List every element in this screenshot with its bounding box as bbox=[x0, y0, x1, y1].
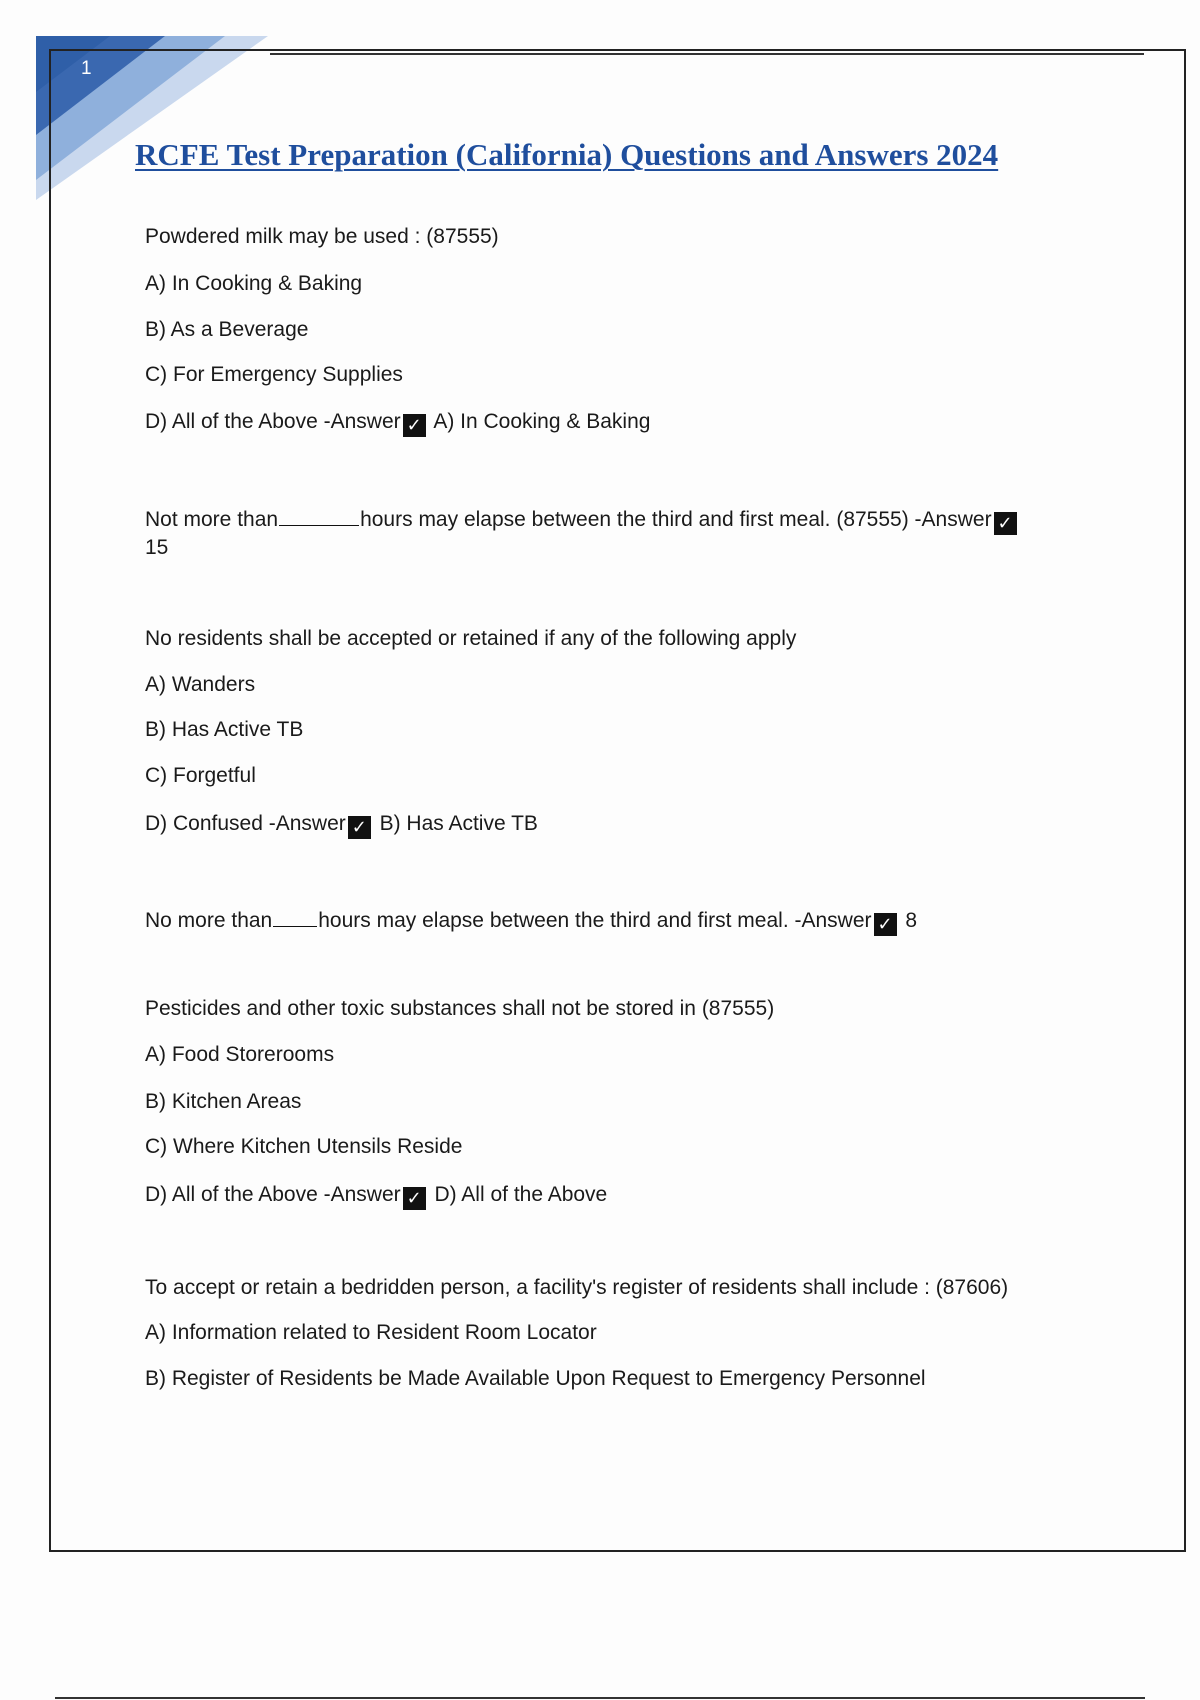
q5-option-c: C) Where Kitchen Utensils Reside bbox=[145, 1135, 463, 1158]
header-rule bbox=[270, 53, 1144, 55]
q5-option-d bbox=[145, 1181, 607, 1210]
q4-text-after: hours may elapse between the third and first meal. -Answer bbox=[318, 909, 872, 932]
question-2 bbox=[145, 503, 1020, 535]
footer-rule bbox=[55, 1697, 1145, 1699]
question-4 bbox=[145, 904, 917, 936]
fill-in-blank bbox=[273, 904, 317, 927]
q1-option-d bbox=[145, 408, 650, 437]
q1-option-a: A) In Cooking & Baking bbox=[145, 272, 363, 295]
q2-text-after: hours may elapse between the third and first meal. (87555) -Answer bbox=[360, 508, 992, 531]
checkmark-box-icon: ✓ bbox=[403, 414, 426, 437]
q3-option-d bbox=[145, 810, 538, 839]
document-title: RCFE Test Preparation (California) Questions and Answers 2024 bbox=[135, 137, 999, 172]
q5-option-d-text: D) All of the Above -Answer bbox=[145, 1183, 401, 1206]
page-number: 1 bbox=[81, 58, 92, 79]
q2-answer: 15 bbox=[145, 536, 169, 559]
q3-option-a: A) Wanders bbox=[145, 673, 256, 696]
q1-option-c: C) For Emergency Supplies bbox=[145, 363, 403, 386]
q1-answer: A) In Cooking & Baking bbox=[433, 410, 651, 433]
checkmark-box-icon: ✓ bbox=[994, 512, 1017, 535]
q3-answer: B) Has Active TB bbox=[379, 812, 538, 835]
q5-option-b: B) Kitchen Areas bbox=[145, 1090, 302, 1113]
q4-answer: 8 bbox=[905, 909, 918, 932]
checkmark-box-icon: ✓ bbox=[348, 816, 371, 839]
question-5: Pesticides and other toxic substances shall not be stored in (87555) bbox=[145, 997, 775, 1020]
question-6: To accept or retain a bedridden person, a facility's register of residents shall include : (87606) bbox=[145, 1276, 1009, 1299]
q3-option-d-text: D) Confused -Answer bbox=[145, 812, 346, 835]
q3-option-b: B) Has Active TB bbox=[145, 718, 304, 741]
q4-text-before: No more than bbox=[145, 909, 273, 932]
q1-option-d-text: D) All of the Above -Answer bbox=[145, 410, 401, 433]
q5-option-a: A) Food Storerooms bbox=[145, 1043, 335, 1066]
checkmark-box-icon: ✓ bbox=[874, 913, 897, 936]
q1-option-b: B) As a Beverage bbox=[145, 318, 309, 341]
q3-option-c: C) Forgetful bbox=[145, 764, 256, 787]
q6-option-a: A) Information related to Resident Room Locator bbox=[145, 1321, 597, 1344]
q2-text-before: Not more than bbox=[145, 508, 279, 531]
q5-answer: D) All of the Above bbox=[434, 1183, 608, 1206]
checkmark-box-icon: ✓ bbox=[403, 1187, 426, 1210]
question-1: Powdered milk may be used : (87555) bbox=[145, 225, 499, 248]
fill-in-blank bbox=[279, 503, 359, 526]
question-3: No residents shall be accepted or retained if any of the following apply bbox=[145, 627, 797, 650]
q6-option-b: B) Register of Residents be Made Available Upon Request to Emergency Personnel bbox=[145, 1367, 926, 1390]
